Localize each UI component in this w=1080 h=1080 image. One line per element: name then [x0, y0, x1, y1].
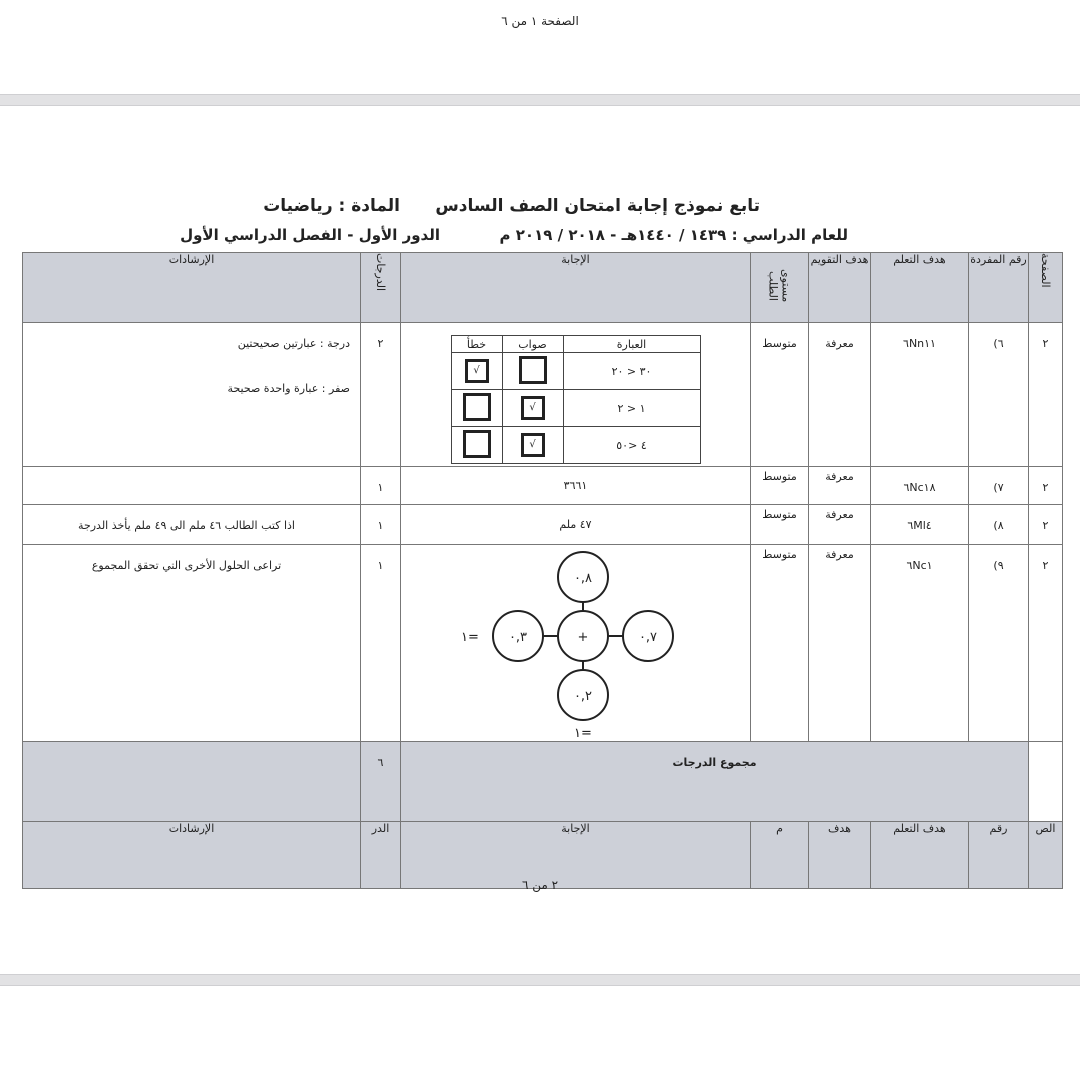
cell-item: ٧)	[969, 467, 1029, 505]
checkbox[interactable]: √	[521, 433, 545, 457]
table-row	[23, 505, 1063, 545]
cell-goal: ٦Nc١	[871, 545, 969, 742]
cell-assess: معرفة	[809, 467, 871, 505]
doc-subject: المادة : رياضيات	[263, 196, 400, 216]
col-item-no: رقم	[969, 822, 1029, 889]
tf-statement: ٣٠ < ٢٠	[563, 353, 700, 390]
col-page: الص	[1029, 822, 1063, 889]
table-row	[23, 323, 1063, 467]
col-guidance: الإرشادات	[23, 253, 361, 323]
cell-item: ٩)	[969, 545, 1029, 742]
cell-guidance: تراعى الحلول الأخرى التي تحقق المجموع	[23, 545, 361, 742]
cell-assess: معرفة	[809, 505, 871, 545]
checkbox[interactable]: √	[521, 396, 545, 420]
cell-answer	[401, 545, 751, 742]
cell-level: متوسط	[751, 505, 809, 545]
table-header	[23, 253, 1063, 323]
cell-page: ٢	[1029, 323, 1063, 467]
total-label: مجموع الدرجات	[401, 742, 1029, 822]
checkbox[interactable]	[463, 430, 491, 458]
cell-goal: ٦Ml٤	[871, 505, 969, 545]
col-marks: الدرجات	[374, 253, 387, 292]
cell-page: ٢	[1029, 505, 1063, 545]
col-guidance: الإرشادات	[23, 822, 361, 889]
guidance-line: صفر : عبارة واحدة صحيحة	[227, 382, 350, 395]
col-answer: الإجابة	[401, 822, 751, 889]
col-answer: الإجابة	[401, 253, 751, 323]
page-separator	[0, 974, 1080, 986]
checkbox[interactable]: √	[465, 359, 489, 383]
col-level: مستوى الطلب	[766, 269, 793, 303]
cell-level: متوسط	[751, 545, 809, 742]
tf-statement: ٤ <٥٠	[563, 427, 700, 464]
cell-guidance	[23, 323, 361, 467]
cell-page: ٢	[1029, 467, 1063, 505]
diagram-eq-bottom: =١	[574, 726, 592, 741]
col-assess-goal: هدف التقويم	[809, 253, 871, 323]
doc-year: للعام الدراسي : ١٤٣٩ / ١٤٤٠هـ - ٢٠١٨ / ٢٠١٩ م	[499, 226, 848, 244]
cell-answer: ٤٧ ملم	[401, 505, 751, 545]
diagram-bottom: ٠,٢	[573, 689, 593, 704]
diagram-right: ٠,٧	[638, 630, 658, 645]
col-marks: الدر	[361, 822, 401, 889]
diagram-top: ٠,٨	[573, 571, 593, 586]
col-learning-goal: هدف التعلم	[871, 253, 969, 323]
cell-assess: معرفة	[809, 545, 871, 742]
col-assess-goal: هدف	[809, 822, 871, 889]
total-row	[23, 742, 1063, 822]
guidance-line: درجة : عبارتين صحيحتين	[237, 337, 350, 350]
col-level: م	[751, 822, 809, 889]
cell-goal: ٦Nn١١	[871, 323, 969, 467]
diagram-center: +	[577, 630, 589, 645]
diagram-left: ٠,٣	[508, 630, 528, 645]
table-row	[23, 467, 1063, 505]
cell-level: متوسط	[751, 467, 809, 505]
cell-marks: ١	[361, 505, 401, 545]
col-learning-goal: هدف التعلم	[871, 822, 969, 889]
page-footer: ٢ من ٦	[521, 878, 559, 892]
cell-assess: معرفة	[809, 323, 871, 467]
cell-guidance	[23, 467, 361, 505]
tf-header: صواب	[502, 336, 563, 353]
sum-diagram	[400, 545, 750, 741]
tf-header: خطأ	[451, 336, 502, 353]
checkbox[interactable]	[519, 356, 547, 384]
doc-term: الدور الأول - الفصل الدراسي الأول	[180, 226, 440, 244]
doc-title: تابع نموذج إجابة امتحان الصف السادس	[435, 196, 760, 216]
cell-answer: ٣٦٦١	[401, 467, 751, 505]
checkbox[interactable]	[463, 393, 491, 421]
true-false-table	[451, 335, 701, 464]
page-separator	[0, 94, 1080, 106]
cell-answer	[401, 323, 751, 467]
col-item-no: رقم المفردة	[969, 253, 1029, 323]
total-value: ٦	[361, 742, 401, 822]
top-page-label: الصفحة ١ من ٦	[501, 14, 579, 28]
cell-guidance: اذا كتب الطالب ٤٦ ملم الى ٤٩ ملم يأخذ الدرجة	[23, 505, 361, 545]
cell-page: ٢	[1029, 545, 1063, 742]
answer-key-table	[22, 252, 1063, 889]
diagram-eq-left: =١	[461, 630, 479, 645]
cell-marks: ٢	[361, 323, 401, 467]
cell-level: متوسط	[751, 323, 809, 467]
cell-marks: ١	[361, 467, 401, 505]
table-row	[23, 545, 1063, 742]
cell-marks: ١	[361, 545, 401, 742]
cell-goal: ٦Nc١٨	[871, 467, 969, 505]
tf-header: العبارة	[563, 336, 700, 353]
cell-item: ٨)	[969, 505, 1029, 545]
cell-item: ٦)	[969, 323, 1029, 467]
tf-statement: ١ < ٢	[563, 390, 700, 427]
col-page: الصفحة	[1039, 253, 1052, 288]
